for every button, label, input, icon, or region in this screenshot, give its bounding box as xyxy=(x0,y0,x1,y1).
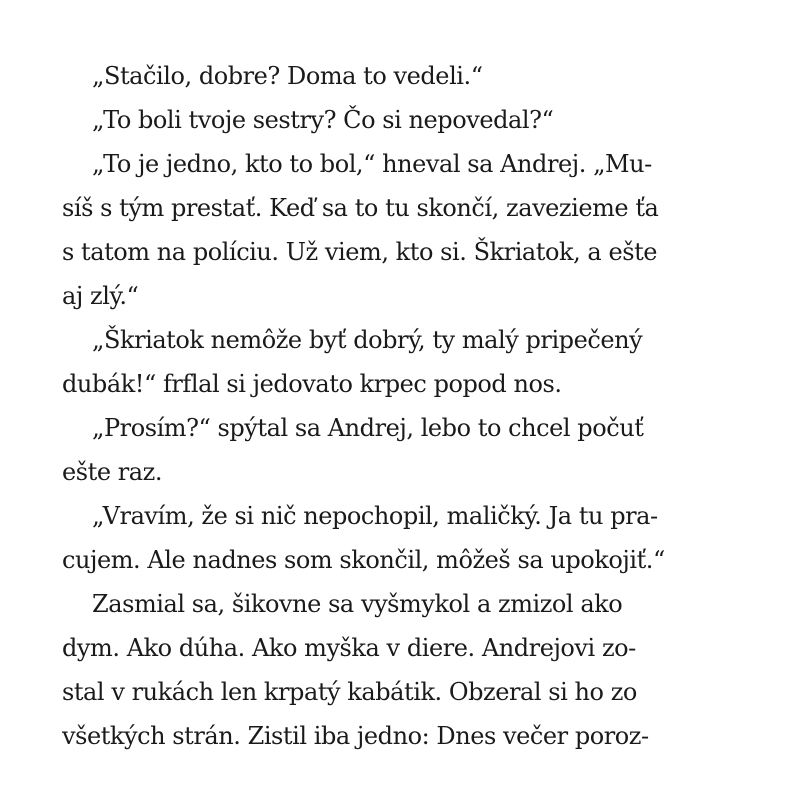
text-line-8: dubák!“ frflal si jedovato krpec popod nos. xyxy=(62,370,562,398)
text-line-2: „To boli tvoje sestry? Čo si nepovedal?“ xyxy=(92,106,554,134)
text-line-4: síš s tým prestať. Keď sa to tu skončí, zavezieme ťa xyxy=(62,194,659,222)
text-line-15: stal v rukách len krpatý kabátik. Obzeral si ho zo xyxy=(62,678,637,706)
text-line-16: všetkých strán. Zistil iba jedno: Dnes večer poroz- xyxy=(62,722,649,750)
text-line-5: s tatom na políciu. Už viem, kto si. Škriatok, a ešte xyxy=(62,238,658,266)
text-line-13: Zasmial sa, šikovne sa vyšmykol a zmizol ako xyxy=(92,590,623,618)
text-line-12: cujem. Ale nadnes som skončil, môžeš sa upokojiť.“ xyxy=(62,546,665,574)
text-line-11: „Vravím, že si nič nepochopil, maličký. Ja tu pra- xyxy=(92,502,658,530)
text-line-1: „Stačilo, dobre? Doma to vedeli.“ xyxy=(92,62,483,90)
text-line-7: „Škriatok nemôže byť dobrý, ty malý pripečený xyxy=(92,326,643,354)
text-line-14: dym. Ako dúha. Ako myška v diere. Andrejovi zo- xyxy=(62,634,636,662)
text-line-3: „To je jedno, kto to bol,“ hneval sa Andrej. „Mu- xyxy=(92,150,652,178)
text-line-10: ešte raz. xyxy=(62,458,163,486)
text-line-9: „Prosím?“ spýtal sa Andrej, lebo to chcel počuť xyxy=(92,414,644,442)
text-line-6: aj zlý.“ xyxy=(62,282,139,310)
